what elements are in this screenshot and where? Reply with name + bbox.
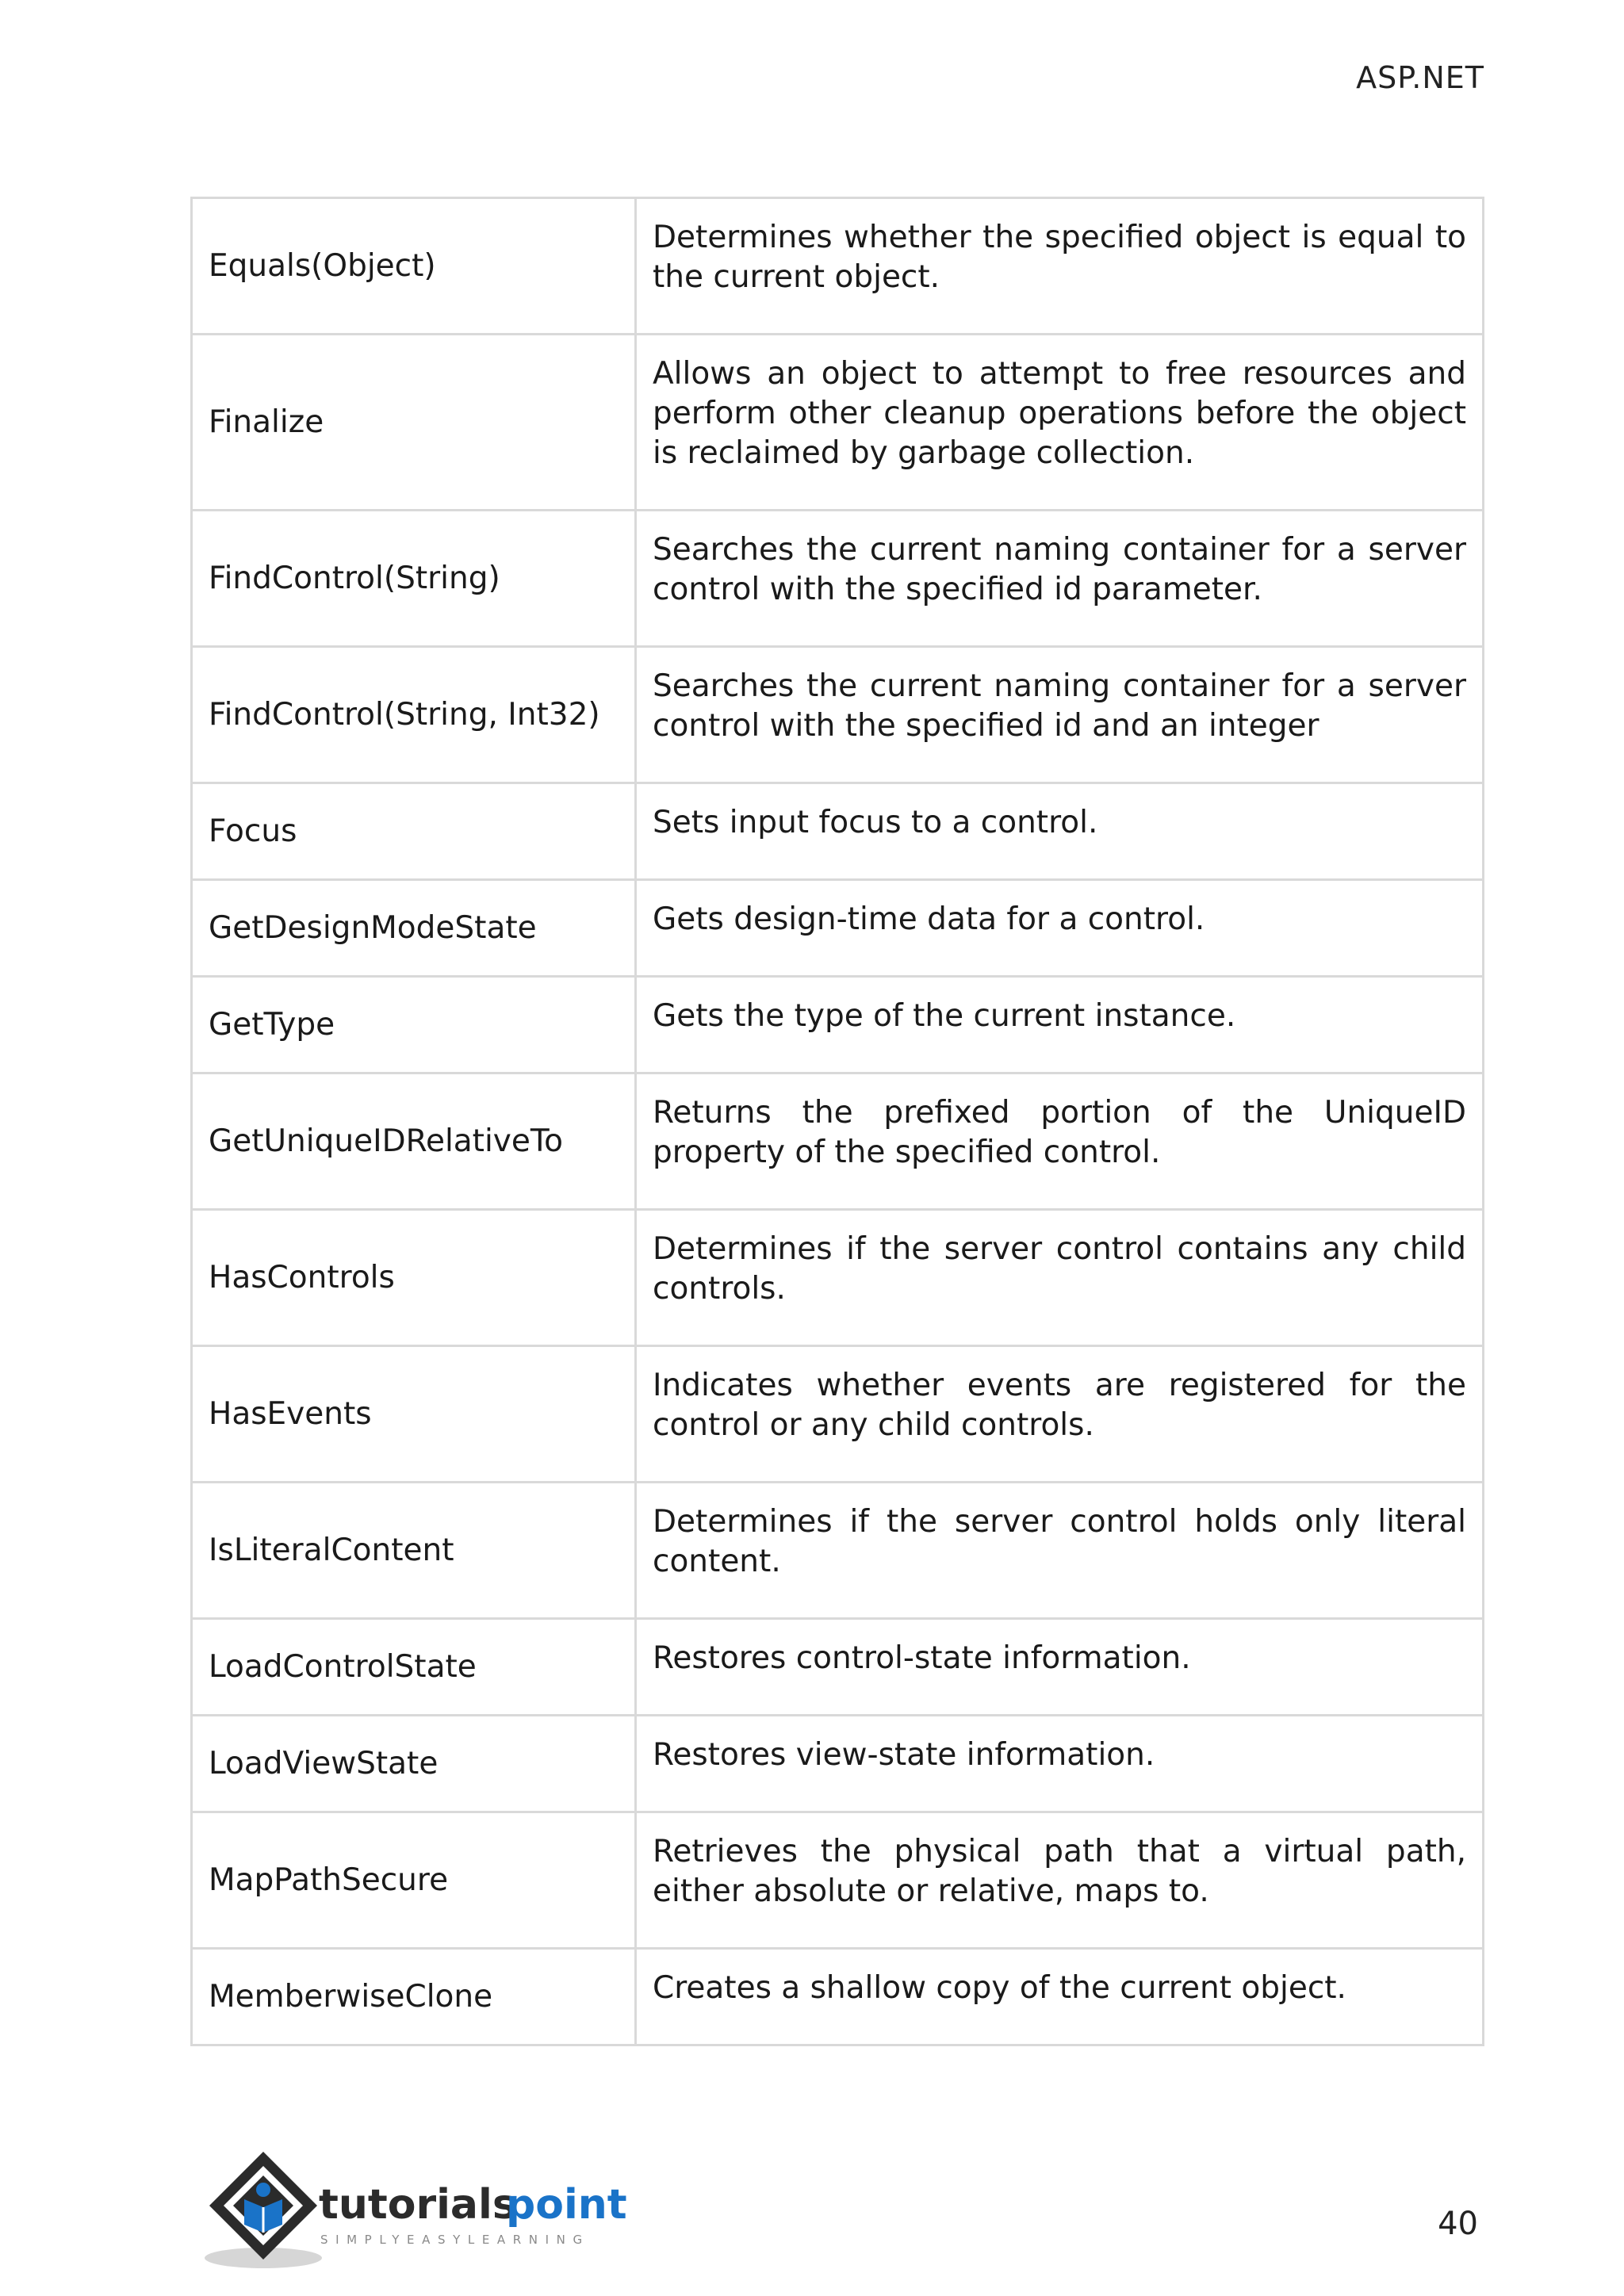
- method-description: Determines whether the specified object is equal to the current object.: [653, 219, 1466, 295]
- method-description: Restores control-state information.: [653, 1640, 1191, 1676]
- methods-table: [190, 197, 1484, 2046]
- table-row: [192, 1619, 1484, 1716]
- table-row: [192, 880, 1484, 977]
- method-description-cell: [636, 1812, 1484, 1949]
- logo-text-tutorials: tutorials: [319, 2181, 517, 2229]
- method-description-cell: [636, 511, 1484, 647]
- method-description-cell: [636, 1716, 1484, 1812]
- table-row: [192, 1812, 1484, 1949]
- method-description-cell: [636, 335, 1484, 511]
- method-name-cell: FindControl(String): [192, 511, 636, 647]
- method-description-cell: [636, 1210, 1484, 1346]
- logo-text-point: point: [506, 2181, 627, 2229]
- method-description: Determines if the server control contains any child controls.: [653, 1230, 1466, 1307]
- table-row: [192, 1073, 1484, 1210]
- table-row: [192, 1210, 1484, 1346]
- method-description-cell: [636, 1949, 1484, 2045]
- table-row: [192, 198, 1484, 335]
- method-name-cell: GetUniqueIDRelativeTo: [192, 1073, 636, 1210]
- method-description: Searches the current naming container for a server control with the specified id parameter.: [653, 531, 1466, 607]
- method-description-cell: [636, 977, 1484, 1073]
- tutorialspoint-logo: [200, 2145, 628, 2272]
- table-row: [192, 1346, 1484, 1483]
- method-description: Creates a shallow copy of the current object.: [653, 1969, 1346, 2006]
- table-row: [192, 783, 1484, 880]
- method-name-cell: HasControls: [192, 1210, 636, 1346]
- table-row: [192, 335, 1484, 511]
- method-description: Searches the current naming container for a server control with the specified id and an integer: [653, 668, 1466, 744]
- method-description: Restores view-state information.: [653, 1736, 1155, 1773]
- method-description-cell: [636, 1483, 1484, 1619]
- table-row: [192, 511, 1484, 647]
- method-description: Allows an object to attempt to free resources and perform other cleanup operations before the object is reclaimed by garbage collection.: [653, 355, 1466, 471]
- method-name-cell: Finalize: [192, 335, 636, 511]
- method-description-cell: [636, 647, 1484, 783]
- table-row: [192, 977, 1484, 1073]
- method-description-cell: [636, 1346, 1484, 1483]
- method-name-cell: FindControl(String, Int32): [192, 647, 636, 783]
- method-description: Gets the type of the current instance.: [653, 997, 1236, 1034]
- method-name-cell: MapPathSecure: [192, 1812, 636, 1949]
- table-row: [192, 1483, 1484, 1619]
- method-name-cell: IsLiteralContent: [192, 1483, 636, 1619]
- method-description-cell: [636, 880, 1484, 977]
- method-description-cell: [636, 1619, 1484, 1716]
- table-row: [192, 1716, 1484, 1812]
- method-name-cell: Equals(Object): [192, 198, 636, 335]
- method-name-cell: GetType: [192, 977, 636, 1073]
- method-description-cell: [636, 1073, 1484, 1210]
- page-number: 40: [1438, 2206, 1478, 2242]
- method-description-cell: [636, 783, 1484, 880]
- method-description: Indicates whether events are registered for the control or any child controls.: [653, 1367, 1466, 1443]
- method-name-cell: Focus: [192, 783, 636, 880]
- method-description: Retrieves the physical path that a virtual path, either absolute or relative, maps to.: [653, 1833, 1466, 1909]
- method-description-cell: [636, 198, 1484, 335]
- document-header-title: ASP.NET: [1356, 60, 1484, 95]
- method-name-cell: MemberwiseClone: [192, 1949, 636, 2045]
- logo-tagline: SIMPLYEASYLEARNING: [320, 2233, 590, 2247]
- method-description: Gets design-time data for a control.: [653, 901, 1205, 937]
- table-row: [192, 1949, 1484, 2045]
- method-name-cell: HasEvents: [192, 1346, 636, 1483]
- table-row: [192, 647, 1484, 783]
- method-name-cell: LoadViewState: [192, 1716, 636, 1812]
- method-description: Returns the prefixed portion of the UniqueID property of the specified control.: [653, 1094, 1466, 1170]
- method-description: Determines if the server control holds only literal content.: [653, 1503, 1466, 1579]
- method-name-cell: GetDesignModeState: [192, 880, 636, 977]
- method-description: Sets input focus to a control.: [653, 804, 1098, 840]
- method-name-cell: LoadControlState: [192, 1619, 636, 1716]
